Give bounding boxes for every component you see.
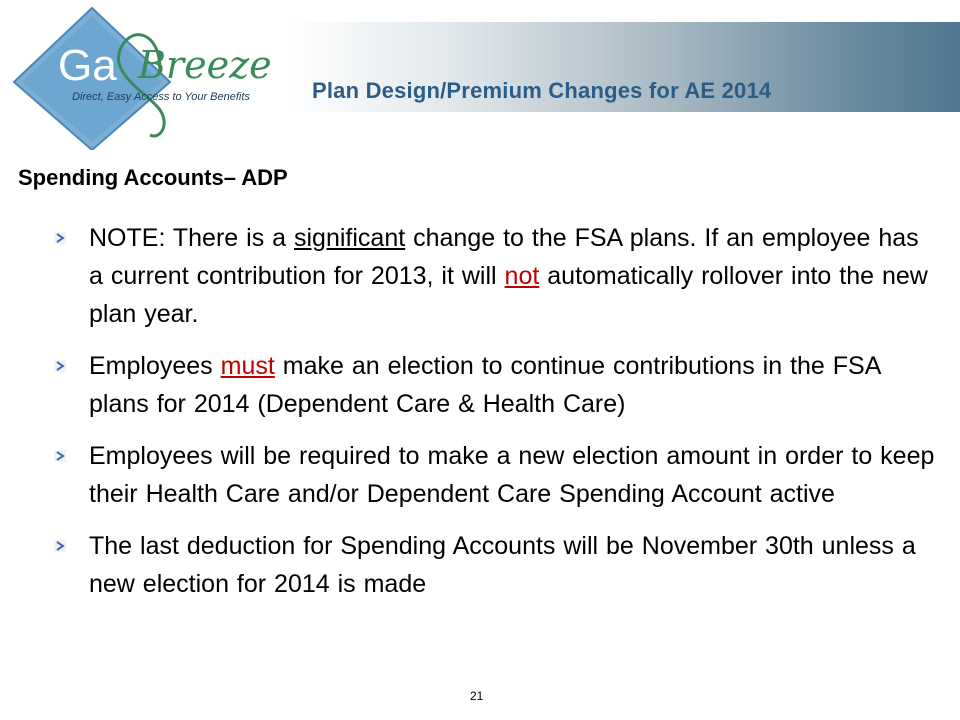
section-title: Spending Accounts– ADP — [18, 165, 288, 190]
bullet-emphasis-not: not — [504, 262, 540, 290]
bullet-arrow-icon — [54, 540, 66, 552]
page-number: 21 — [470, 689, 484, 703]
bullet-arrow-icon — [54, 360, 66, 372]
page-header-title: Plan Design/Premium Changes for AE 2014 — [312, 78, 772, 103]
bullet-text: Employees will be required to make a new election amount in order to keep their Health Care and/or Dependent Care Spending Account active — [89, 442, 935, 508]
bullet-text-segment: NOTE: There is a — [89, 224, 294, 252]
bullet-text: The last deduction for Spending Accounts will be November 30th unless a new election for 2014 is made — [89, 532, 916, 598]
bullet-arrow-icon — [54, 450, 66, 462]
bullet-emphasis-significant: significant — [294, 224, 406, 252]
logo-ga-text: Ga — [58, 41, 117, 90]
bullet-text-segment: Employees — [89, 352, 221, 380]
list-item — [54, 527, 940, 603]
bullet-text-segment: change to the FSA plans. If an employee has a current contribution for 2013, it will — [89, 224, 919, 290]
bullet-emphasis-must: must — [220, 352, 275, 380]
gabreeze-logo — [10, 0, 310, 150]
bullet-text-segment: automatically rollover into the new plan year. — [89, 262, 928, 328]
list-item — [54, 437, 940, 513]
logo-tagline: Direct, Easy Access to Your Benefits — [72, 91, 250, 103]
bullet-text-segment: make an election to continue contributions in the FSA plans for 2014 (Dependent Care & Health Care) — [89, 352, 881, 418]
list-item — [54, 347, 940, 423]
list-item — [54, 219, 940, 333]
logo-breeze-text: Breeze — [138, 43, 272, 87]
bullet-list — [54, 219, 940, 617]
bullet-arrow-icon — [54, 232, 66, 244]
